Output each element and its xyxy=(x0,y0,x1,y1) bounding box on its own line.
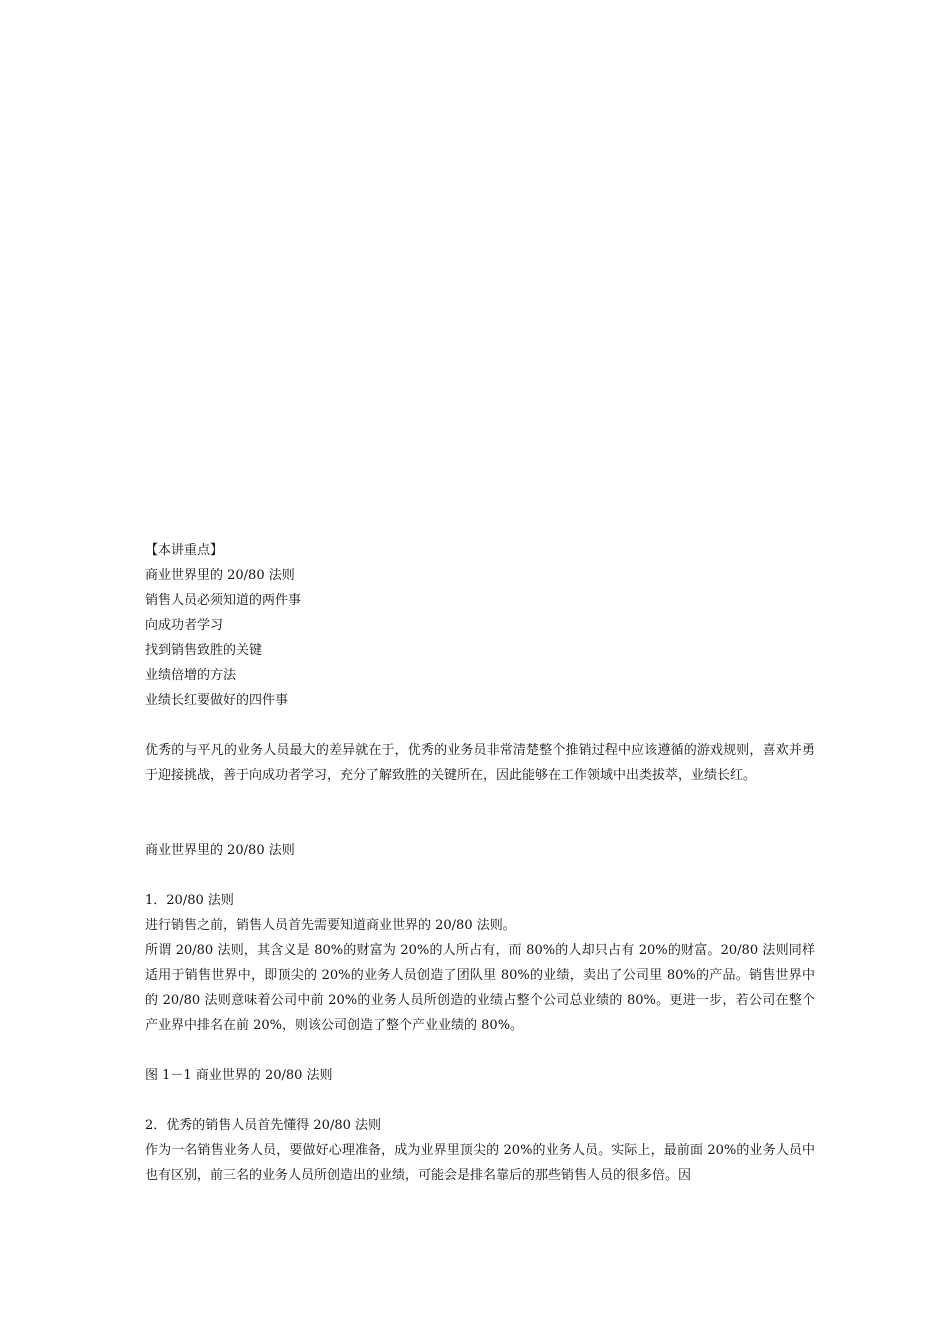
focus-item: 销售人员必须知道的两件事 xyxy=(145,593,302,608)
figure-caption: 图 1－1 商业世界的 20/80 法则 xyxy=(145,1068,333,1083)
section-title: 商业世界里的 20/80 法则 xyxy=(145,843,295,858)
focus-item: 业绩长红要做好的四件事 xyxy=(145,693,289,708)
spacer xyxy=(145,788,815,838)
focus-item: 向成功者学习 xyxy=(145,618,224,633)
focus-item: 找到销售致胜的关键 xyxy=(145,643,263,658)
spacer xyxy=(145,863,815,888)
paragraph: 进行销售之前，销售人员首先需要知道商业世界的 20/80 法则。 xyxy=(145,918,516,933)
paragraph: 作为一名销售业务人员，要做好心理准备，成为业界里顶尖的 20%的业务人员。实际上，最前面 20%的业务人员中也有区别，前三名的业务人员所创造出的业绩，可能会是排名靠后的那些销售人员的很多倍。因 xyxy=(145,1143,815,1183)
intro-paragraph: 优秀的与平凡的业务人员最大的差异就在于，优秀的业务员非常清楚整个推销过程中应该遵循的游戏规则，喜欢并勇于迎接挑战，善于向成功者学习，充分了解致胜的关键所在，因此能够在工作领域中出类拔萃，业绩长红。 xyxy=(145,743,815,783)
focus-heading: 【本讲重点】 xyxy=(145,543,224,558)
paragraph: 所谓 20/80 法则，其含义是 80%的财富为 20%的人所占有，而 80%的人却只占有 20%的财富。20/80 法则同样适用于销售世界中，即顶尖的 20%的业务人员创造了团队里 80%的业绩，卖出了公司里 80%的产品。销售世界中的 20/80 法则意味着公司中前 20%的业务人员所创造的业绩占整个公司总业绩的 80%。更进一步，若公司在整个产业界中排名在前 20%，则该公司创造了整个产业业绩的 80%。 xyxy=(145,943,815,1033)
focus-item: 商业世界里的 20/80 法则 xyxy=(145,568,295,583)
subsection-title: 2．优秀的销售人员首先懂得 20/80 法则 xyxy=(145,1118,381,1133)
subsection-title: 1．20/80 法则 xyxy=(145,893,234,908)
spacer xyxy=(145,1038,815,1063)
spacer xyxy=(145,713,815,738)
spacer xyxy=(145,1088,815,1113)
focus-item: 业绩倍增的方法 xyxy=(145,668,237,683)
document-body xyxy=(145,538,815,1188)
